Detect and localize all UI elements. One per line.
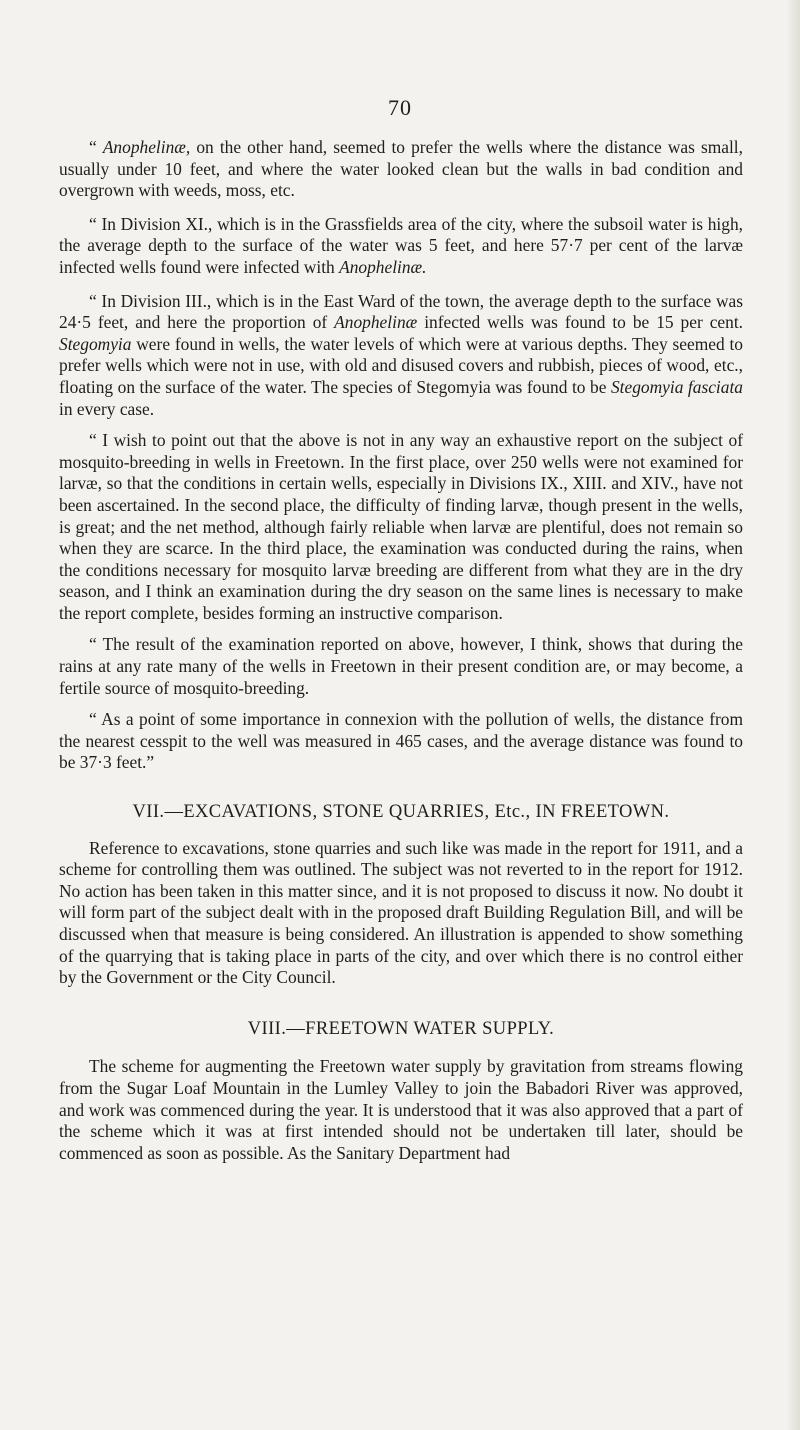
paragraph-5: “ The result of the examination reported on above, however, I think, shows that during the rains at any rate many of the wells in Freetown in their present condition are, or may become, a fertile source of mosquito-breeding. <box>59 634 743 698</box>
paragraph-3: “ In Division III., which is in the East Ward of the town, the average depth to the surface was 24·5 feet, and here the proportion of Anophelinæ infected wells was found to be 15 per cent. Stegomyia were found in wells, the water levels of which were at various depths. They seemed to prefer wells which were not in use, with old and disused covers and rubbish, pieces of wood, etc., floating on the surface of the water. The species of Stegomyia was found to be Stegomyia fasciata in every case. <box>59 290 744 419</box>
paragraph-6: “ As a point of some importance in connexion with the pollution of wells, the distance from the nearest cesspit to the well was measured in 465 cases, and the average distance was found to be 37·3 feet.” <box>59 709 743 773</box>
page-number: 70 <box>388 95 412 120</box>
paragraph-4: “ I wish to point out that the above is not in any way an exhaustive report on the subject of mosquito-breeding in wells in Freetown. In the first place, over 250 wells were not examined for larvæ, so that the conditions in certain wells, especially in Divisions IX., XIII. and XIV., have not been ascertained. In the second place, the difficulty of finding larvæ, though present in the wells, is great; and the net method, although fairly reliable when larvæ are plentiful, does not remain so when they are scarce. In the third place, the examination was conducted during the rains, when the conditions necessary for mosquito larvæ breeding are different from what they are in the dry season, and I think an examination during the dry season on the same lines is necessary to make the report complete, besides forming an instructive comparison. <box>59 430 743 623</box>
paragraph-8: The scheme for augmenting the Freetown water supply by gravitation from streams flowing from the Sugar Loaf Mountain in the Lumley Valley to join the Babadori River was approved, and work was commenced during the year. It is understood that it was also approved that a part of the scheme which it was at first intended should not be undertaken till later, should be commenced as soon as possible. As the Sanitary Department had <box>59 1056 743 1163</box>
body-text <box>59 137 743 1164</box>
section-heading-viii: VIII.—FREETOWN WATER SUPPLY. <box>247 1018 555 1039</box>
page-edge-shadow <box>786 0 800 1430</box>
paragraph-7: Reference to excavations, stone quarries and such like was made in the report for 1911, and a scheme for controlling them was outlined. The subject was not reverted to in the report for 1912. No action has been taken in this matter since, and it is not proposed to discuss it now. No doubt it will form part of the subject dealt with in the proposed draft Building Regulation Bill, and will be discussed when that measure is being considered. An illustration is appended to show something of the quarrying that is taking place in parts of the city, and over which there is no control either by the Government or the City Council. <box>59 837 743 988</box>
paragraph-2: “ In Division XI., which is in the Grassfields area of the city, where the subsoil water is high, the average depth to the surface of the water was 5 feet, and here 57·7 per cent of the larvæ infected wells found were infected with Anophelinæ. <box>59 213 743 277</box>
paragraph-1: “ Anophelinæ, on the other hand, seemed to prefer the wells where the distance was small, usually under 10 feet, and where the water looked clean but the walls in bad condition and overgrown with weeds, moss, etc. <box>59 137 743 201</box>
section-heading-vii: VII.—EXCAVATIONS, STONE QUARRIES, Etc., IN FREETOWN. <box>132 802 670 823</box>
